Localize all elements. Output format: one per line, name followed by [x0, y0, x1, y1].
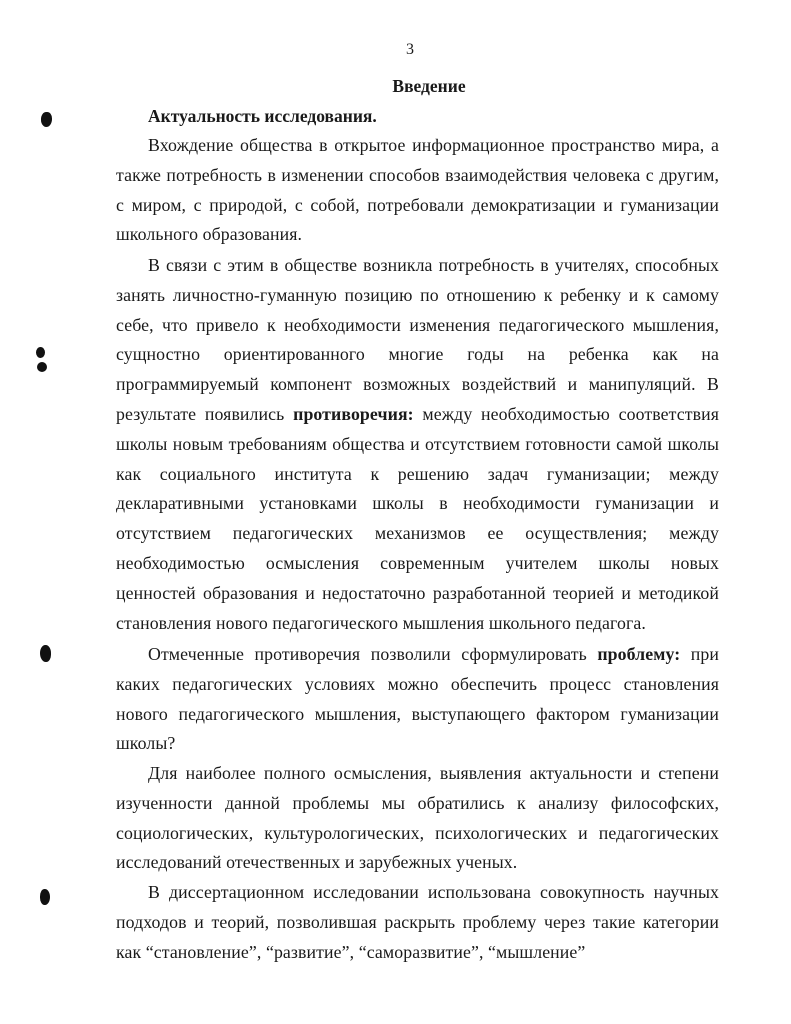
paragraph-2-text-start: В связи с этим в обществе возникла потребность в учителях, способных занять личностно-гуманную позицию по отношению к ребенку и к самому себе, что привело к необходимости изменения педагогического мышления, сущностно ориентированного многие годы на ребенка как на программируемый компонент возможных воздействий и манипуляций. В результате появились: [116, 255, 719, 424]
section-heading: Актуальность исследования.: [148, 106, 377, 126]
binding-hole-mark: [40, 645, 51, 662]
paragraph-3: [116, 640, 719, 759]
paragraph-2: [116, 251, 719, 638]
page-title: Введение: [392, 76, 466, 96]
paragraph-1: Вхождение общества в открытое информационное пространство мира, а также потребность в изменении способов взаимодействия человека с другим, с миром, с природой, с собой, потребовали демократизации и гуманизации школьного образования.: [116, 135, 719, 245]
paragraph-2-emphasis: противоречия:: [293, 403, 414, 424]
binding-hole-mark: [40, 889, 50, 905]
page-number: 3: [406, 41, 414, 58]
binding-hole-mark: [37, 362, 47, 372]
paragraph-3-emphasis: проблему:: [597, 644, 681, 664]
paragraph-3-text-start: Отмеченные противоречия позволили сформулировать: [148, 644, 598, 664]
paragraph-3-text-end: при каких педагогических условиях можно обеспечить процесс становления нового педагогического мышления, выступающего фактором гуманизации школы?: [116, 644, 719, 754]
paragraph-2-text-end: между необходимостью соответствия школы новым требованиям общества и отсутствием готовности самой школы как социального института к решению задач гуманизации; между декларативными установками школы в необходимости гуманизации и отсутствием педагогических механизмов ее осуществления; между необходимостью осмысления современным учителем школы новых ценностей образования и недостаточно разработанной теорией и методикой становления нового педагогического мышления школьного педагога.: [116, 403, 719, 633]
binding-hole-mark: [41, 112, 52, 127]
paragraph-5: В диссертационном исследовании использована совокупность научных подходов и теорий, позволившая раскрыть проблему через такие категории как “становление”, “развитие”, “саморазвитие”, “мышление”: [116, 882, 719, 962]
binding-hole-mark: [36, 347, 45, 358]
paragraph-4: Для наиболее полного осмысления, выявления актуальности и степени изученности данной проблемы мы обратились к анализу философских, социологических, культурологических, психологических и педагогических исследований отечественных и зарубежных ученых.: [116, 763, 719, 873]
